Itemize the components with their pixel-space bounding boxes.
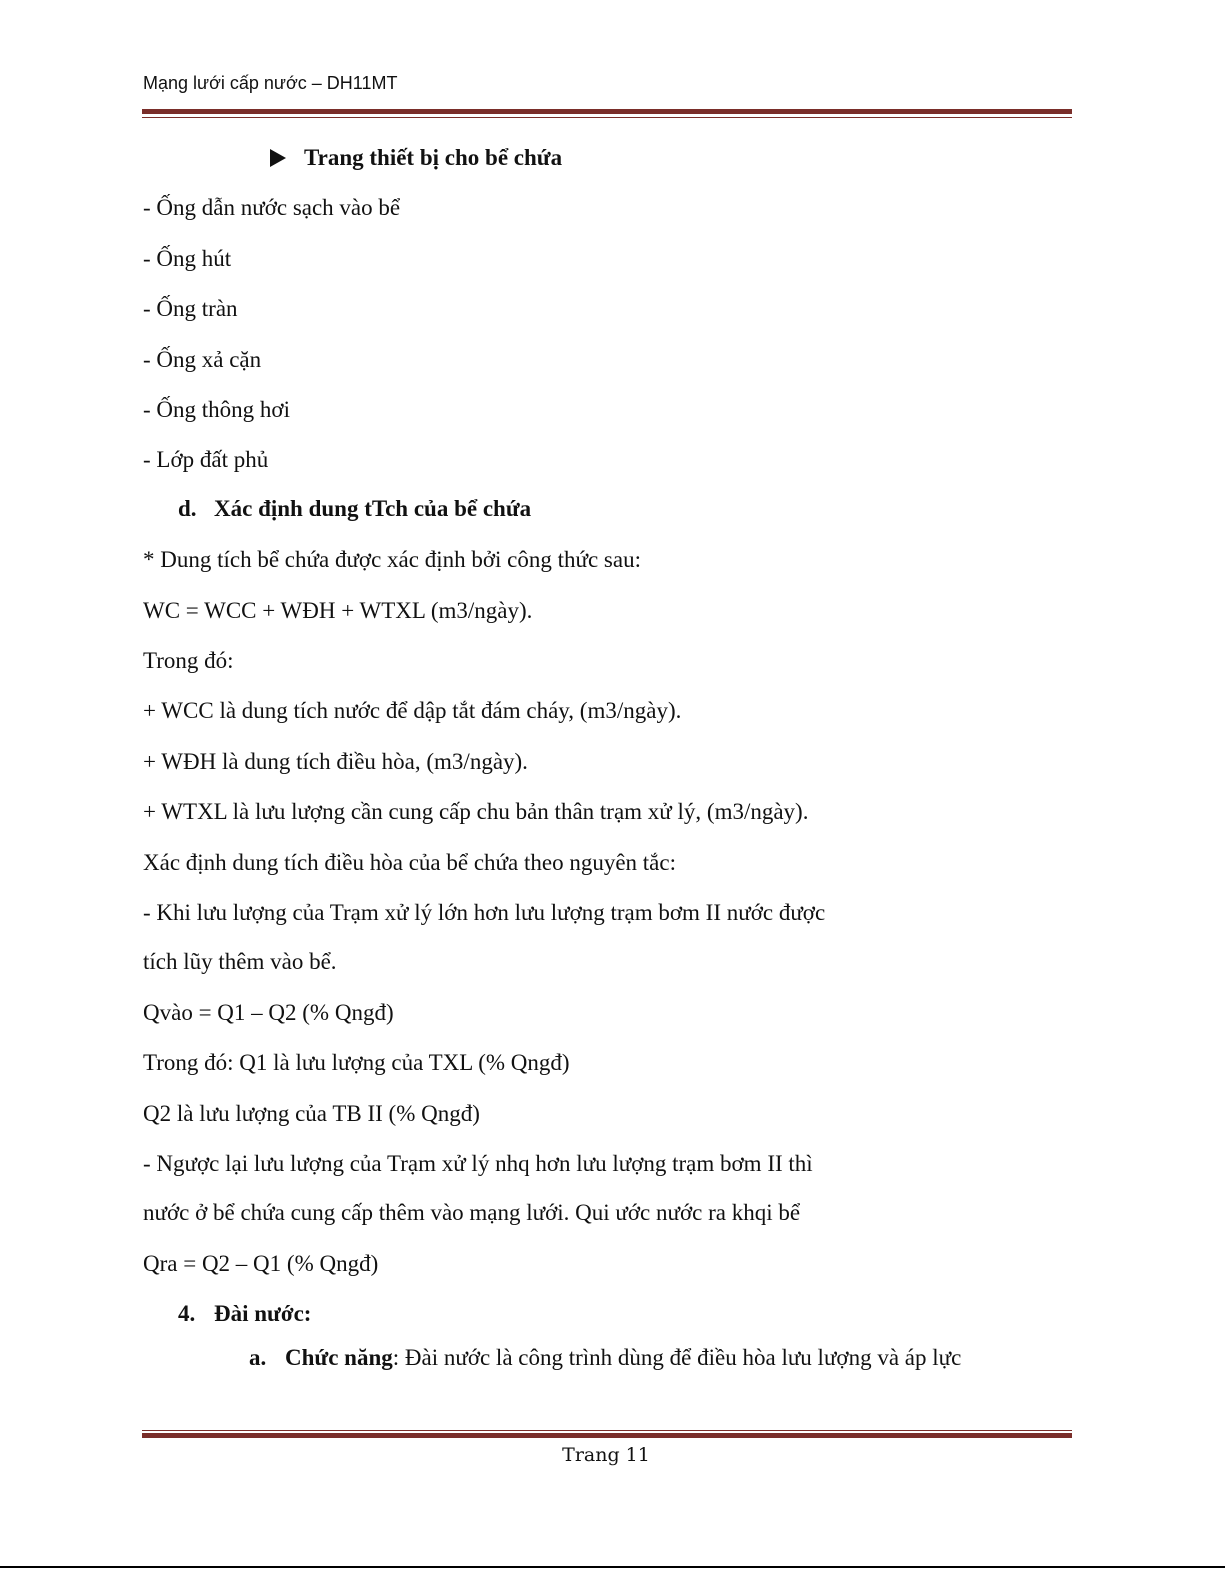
body-line: nước ở bể chứa cung cấp thêm vào mạng lưới. Qui ước nước ra khqi bể xyxy=(143,1200,801,1225)
footer-rule-thick xyxy=(142,1433,1072,1438)
header-rule-thin xyxy=(142,117,1072,118)
equipment-item: - Lớp đất phủ xyxy=(143,447,269,472)
body-line: + WĐH là dung tích điều hòa, (m3/ngày). xyxy=(143,749,528,774)
section-4-title: Đài nước: xyxy=(214,1301,312,1326)
subitem-a-text: : Đài nước là công trình dùng để điều hòa lưu lượng và áp lực xyxy=(392,1345,962,1370)
equipment-item: - Ống tràn xyxy=(143,296,238,321)
body-line: tích lũy thêm vào bể. xyxy=(143,949,337,974)
section-4-heading xyxy=(178,1300,311,1328)
subheading-d-title: Xác định dung tTch của bể chứa xyxy=(214,496,532,521)
running-header: Mạng lưới cấp nước – DH11MT xyxy=(143,73,398,93)
body-line: Qra = Q2 – Q1 (% Qngđ) xyxy=(143,1251,379,1276)
header-rule-thick xyxy=(142,109,1072,114)
section-heading xyxy=(270,144,562,172)
equipment-item: - Ống xả cặn xyxy=(143,347,262,372)
footer-rule-thin xyxy=(142,1430,1072,1431)
body-line: Trong đó: Q1 là lưu lượng của TXL (% Qngđ) xyxy=(143,1050,570,1075)
subitem-a-marker: a. xyxy=(249,1345,267,1370)
subitem-a-term: Chức năng xyxy=(285,1345,393,1370)
equipment-item: - Ống thông hơi xyxy=(143,397,290,422)
body-line: + WCC là dung tích nước để dập tắt đám cháy, (m3/ngày). xyxy=(143,698,682,723)
subitem-a xyxy=(249,1344,961,1372)
body-line: Q2 là lưu lượng của TB II (% Qngđ) xyxy=(143,1101,480,1126)
equipment-item: - Ống hút xyxy=(143,246,232,271)
body-line: Xác định dung tích điều hòa của bể chứa theo nguyên tắc: xyxy=(143,850,676,875)
subheading-d xyxy=(178,495,531,523)
body-line: WC = WCC + WĐH + WTXL (m3/ngày). xyxy=(143,598,533,623)
equipment-item: - Ống dẫn nước sạch vào bể xyxy=(143,195,401,220)
body-line: + WTXL là lưu lượng cần cung cấp chu bản thân trạm xử lý, (m3/ngày). xyxy=(143,799,809,824)
section-4-marker: 4. xyxy=(178,1301,196,1326)
section-heading-text: Trang thiết bị cho bể chứa xyxy=(304,145,563,170)
body-line: * Dung tích bể chứa được xác định bởi công thức sau: xyxy=(143,547,641,572)
body-line: Trong đó: xyxy=(143,648,234,673)
body-line: - Khi lưu lượng của Trạm xử lý lớn hơn lưu lượng trạm bơm II nước được xyxy=(143,900,826,925)
page-number: Trang 11 xyxy=(562,1444,650,1466)
body-line: - Ngược lại lưu lượng của Trạm xử lý nhq hơn lưu lượng trạm bơm II thì xyxy=(143,1151,813,1176)
subheading-d-marker: d. xyxy=(178,496,197,521)
body-line: Qvào = Q1 – Q2 (% Qngđ) xyxy=(143,1000,394,1025)
arrow-bullet-icon xyxy=(270,149,286,167)
page-bottom-edge xyxy=(0,1566,1225,1568)
